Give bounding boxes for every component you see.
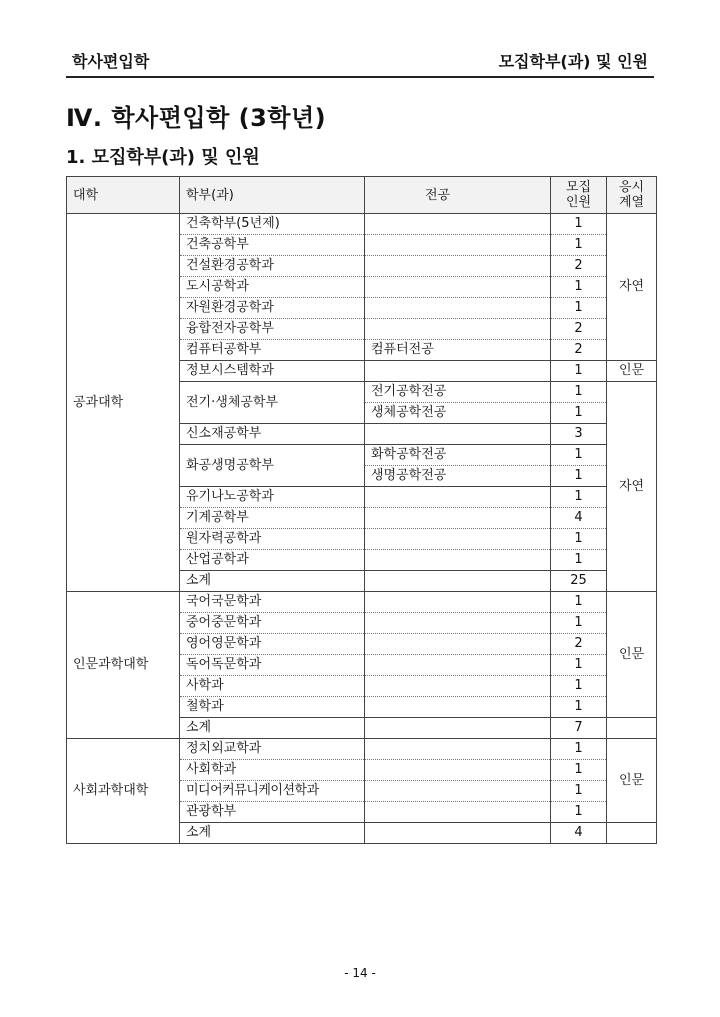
header-left-title: 학사편입학 [72,52,150,71]
recruitment-table [66,176,657,844]
dept-cell: 국어국문학과 [180,592,365,613]
quota-cell: 1 [551,487,607,508]
quota-cell: 2 [551,319,607,340]
major-cell [365,277,551,298]
quota-cell: 1 [551,655,607,676]
field-cell: 인문 [607,592,657,718]
dept-cell: 영어영문학과 [180,634,365,655]
page-number: - 14 - [344,966,376,980]
dept-cell: 중어중문학과 [180,613,365,634]
quota-cell: 1 [551,781,607,802]
quota-cell: 1 [551,235,607,256]
header-quota-line1: 모집 [565,180,592,195]
subsection-title: 1. 모집학부(과) 및 인원 [66,147,260,168]
major-cell [365,697,551,718]
dept-cell: 독어독문학과 [180,655,365,676]
dept-cell: 기계공학부 [180,508,365,529]
subtotal-label: 소계 [180,718,365,739]
header-field-line1: 응시 [618,180,645,195]
major-cell [365,424,551,445]
major-cell: 전기공학전공 [365,382,551,403]
major-cell [365,655,551,676]
quota-cell: 2 [551,340,607,361]
dept-cell: 건설환경공학과 [180,256,365,277]
table-row [67,739,657,760]
section-title: Ⅳ. 학사편입학 (3학년) [66,104,327,132]
major-cell [365,718,551,739]
field-cell: 인문 [607,739,657,823]
header-quota-line2: 인원 [565,195,592,210]
dept-cell: 원자력공학과 [180,529,365,550]
table-row [67,214,657,235]
field-cell [607,823,657,844]
subtotal-quota: 7 [551,718,607,739]
major-cell [365,760,551,781]
quota-cell: 1 [551,361,607,382]
major-cell [365,214,551,235]
major-cell [365,823,551,844]
major-cell [365,613,551,634]
dept-cell: 관광학부 [180,802,365,823]
major-cell: 생체공학전공 [365,403,551,424]
header-field [607,177,657,214]
dept-cell: 전기·생체공학부 [180,382,365,424]
quota-cell: 1 [551,298,607,319]
quota-cell: 1 [551,403,607,424]
major-cell [365,676,551,697]
major-cell: 생명공학전공 [365,466,551,487]
header-field-line2: 계열 [618,195,645,210]
dept-cell: 도시공학과 [180,277,365,298]
college-cell: 인문과학대학 [67,592,180,739]
college-cell: 사회과학대학 [67,739,180,844]
table-row [67,592,657,613]
major-cell [365,802,551,823]
header-quota [551,177,607,214]
quota-cell: 1 [551,613,607,634]
quota-cell: 1 [551,214,607,235]
header-dept: 학부(과) [180,177,365,214]
dept-cell: 화공생명공학부 [180,445,365,487]
table-header-row [67,177,657,214]
dept-cell: 건축학부(5년제) [180,214,365,235]
major-cell [365,592,551,613]
quota-cell: 1 [551,466,607,487]
quota-cell: 1 [551,592,607,613]
quota-cell: 4 [551,508,607,529]
major-cell [365,319,551,340]
dept-cell: 신소재공학부 [180,424,365,445]
field-cell [607,718,657,739]
quota-cell: 3 [551,424,607,445]
quota-cell: 1 [551,802,607,823]
dept-cell: 컴퓨터공학부 [180,340,365,361]
major-cell [365,529,551,550]
major-cell [365,571,551,592]
quota-cell: 1 [551,676,607,697]
dept-cell: 산업공학과 [180,550,365,571]
major-cell: 컴퓨터전공 [365,340,551,361]
quota-cell: 1 [551,277,607,298]
quota-cell: 1 [551,760,607,781]
dept-cell: 사회학과 [180,760,365,781]
dept-cell: 정치외교학과 [180,739,365,760]
major-cell [365,487,551,508]
major-cell [365,634,551,655]
dept-cell: 사학과 [180,676,365,697]
college-cell: 공과대학 [67,214,180,592]
header-right-title: 모집학부(과) 및 인원 [498,52,648,71]
quota-cell: 1 [551,550,607,571]
quota-cell: 1 [551,529,607,550]
quota-cell: 1 [551,739,607,760]
field-cell: 인문 [607,361,657,382]
quota-cell: 2 [551,256,607,277]
header-college: 대학 [67,177,180,214]
major-cell [365,361,551,382]
header-major: 전공 [365,177,551,214]
major-cell: 화학공학전공 [365,445,551,466]
quota-cell: 2 [551,634,607,655]
dept-cell: 유기나노공학과 [180,487,365,508]
field-cell: 자연 [607,382,657,592]
quota-cell: 1 [551,697,607,718]
major-cell [365,739,551,760]
major-cell [365,298,551,319]
dept-cell: 융합전자공학부 [180,319,365,340]
dept-cell: 철학과 [180,697,365,718]
major-cell [365,256,551,277]
subtotal-label: 소계 [180,571,365,592]
subtotal-quota: 4 [551,823,607,844]
dept-cell: 정보시스템학과 [180,361,365,382]
major-cell [365,508,551,529]
quota-cell: 1 [551,382,607,403]
subtotal-label: 소계 [180,823,365,844]
major-cell [365,781,551,802]
dept-cell: 건축공학부 [180,235,365,256]
subtotal-quota: 25 [551,571,607,592]
dept-cell: 미디어커뮤니케이션학과 [180,781,365,802]
dept-cell: 자원환경공학과 [180,298,365,319]
page-header [66,50,654,78]
major-cell [365,235,551,256]
major-cell [365,550,551,571]
quota-cell: 1 [551,445,607,466]
field-cell: 자연 [607,214,657,361]
